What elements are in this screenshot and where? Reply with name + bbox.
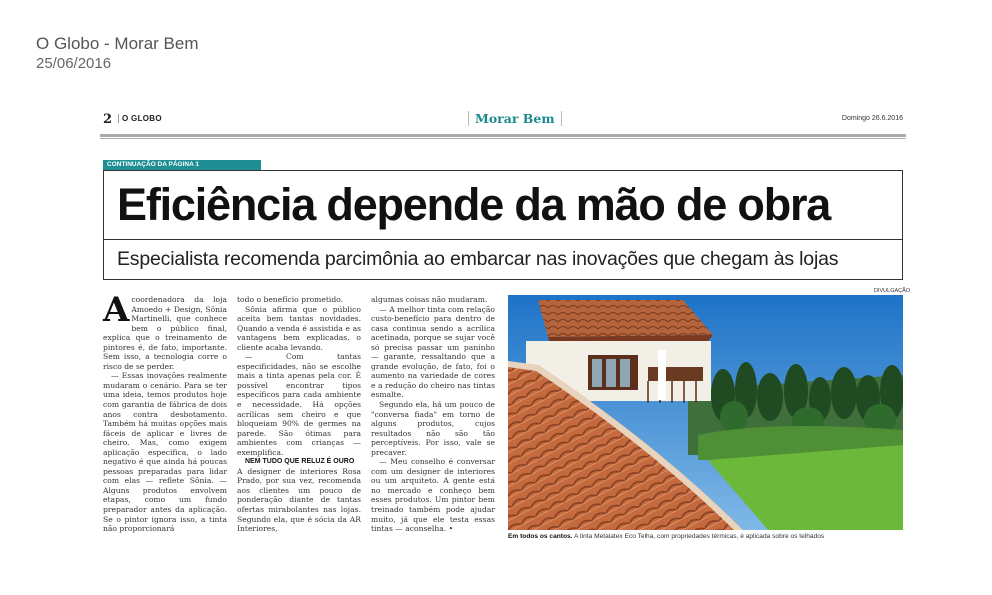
paragraph: Sônia afirma que o público aceita bem tantas novidades. Quando a venda é assistida e as vantagens bem explicadas, o cliente acaba levando.: [237, 304, 361, 352]
source-title: O Globo - Morar Bem: [36, 34, 199, 53]
article-photo: [508, 295, 903, 530]
drop-cap: A: [103, 290, 130, 330]
paragraph: — Meu conselho é conversar com um designer de interiores ou um arquiteto. A gente está no mercado e conheço bem esses produtos. Um pintor bem treinado também pode ajudar muito, já que ele testa essas tintas — aconselha. •: [371, 457, 495, 534]
source-date: 25/06/2016: [36, 55, 112, 72]
article-column-2: [237, 295, 361, 534]
intertitle: NEM TUDO QUE RELUZ É OURO: [245, 458, 355, 466]
newspaper-page: [100, 108, 911, 558]
paragraph: algumas coisas não mudaram.: [371, 295, 488, 304]
header-rule-thin: [100, 138, 906, 139]
photo-caption: [508, 533, 903, 540]
paragraph: A designer de interiores Rosa Prado, por sua vez, recomenda aos clientes um pouco de ponderação diante de tantas ofertas mirabolantes nas lojas. Segundo ela, que é sócia da AR Interiores,: [237, 466, 361, 534]
publication-name: O GLOBO: [118, 114, 162, 123]
headline-box: [103, 170, 903, 240]
paragraph: — Com tantas especificidades, não se escolhe mais a tinta apenas pela cor. É possível encontrar tipos específicos para cada ambiente e necessidade. Há opções acrílicas sem cheiro e que bloqueiam 90% de germes na parede. São ótimas para ambientes com crianças — exemplifica.: [237, 352, 361, 457]
photo-credit: DIVULGAÇÃO: [874, 288, 911, 294]
subheadline-box: [103, 240, 903, 280]
page-number: 2: [103, 112, 113, 127]
paragraph: todo o benefício prometido.: [237, 295, 344, 304]
article-column-3: [371, 295, 495, 534]
article-column-1: [103, 290, 227, 534]
continuation-tag: CONTINUAÇÃO DA PÁGINA 1: [103, 160, 261, 170]
header-rule: [100, 134, 906, 137]
page-header: [100, 112, 906, 128]
paragraph: coordenadora da loja Amoedo + Design, Sônia Martinelli, que conhece bem o público final, explica que o treinamento de pintores é, de fato, importante. Sem isso, a tecnologia corre o risco de se perder.: [103, 295, 227, 371]
paragraph: — Essas inovações realmente mudaram o cenário. Para se ter uma ideia, temos produtos hoje com garantia de fábrica de dois anos contra desbotamento. Também há muitas opções mais fáceis de aplicar e livres de cheiro. Mas, como exigem aplicação específica, o lado negativo é que ainda há poucas pessoas preparadas para lidar com elas — reflete Sônia. — Alguns produtos envolvem etapas, como um fundo preparador antes da aplicação. Se o pintor ignora isso, a tinta não proporcionará: [103, 371, 227, 534]
subheadline: Especialista recomenda parcimônia ao embarcar nas inovações que chegam às lojas: [117, 248, 839, 270]
edition-date: Domingo 26.6.2016: [841, 115, 903, 122]
headline: Eficiência depende da mão de obra: [117, 179, 831, 230]
paragraph: Segundo ela, há um pouco de "conversa fiada" em torno de alguns produtos, cujos resultados não são tão perceptíveis. Por isso, vale se precaver.: [371, 400, 495, 457]
caption-lead: Em todos os cantos.: [508, 533, 573, 540]
paragraph: — A melhor tinta com relação custo-benefício para dentro de casa continua sendo a acrílica acetinada, porque se sujar você só precisa passar um paninho — garante, ressaltando que a grande evolução, de fato, foi o aumento na variedade de cores e a redução do cheiro nas tintas esmalte.: [371, 304, 495, 400]
section-name: Morar Bem: [468, 111, 562, 126]
caption-text: A tinta Metalatex Eco Telha, com propriedades térmicas, é aplicada sobre os telhados: [572, 533, 825, 540]
